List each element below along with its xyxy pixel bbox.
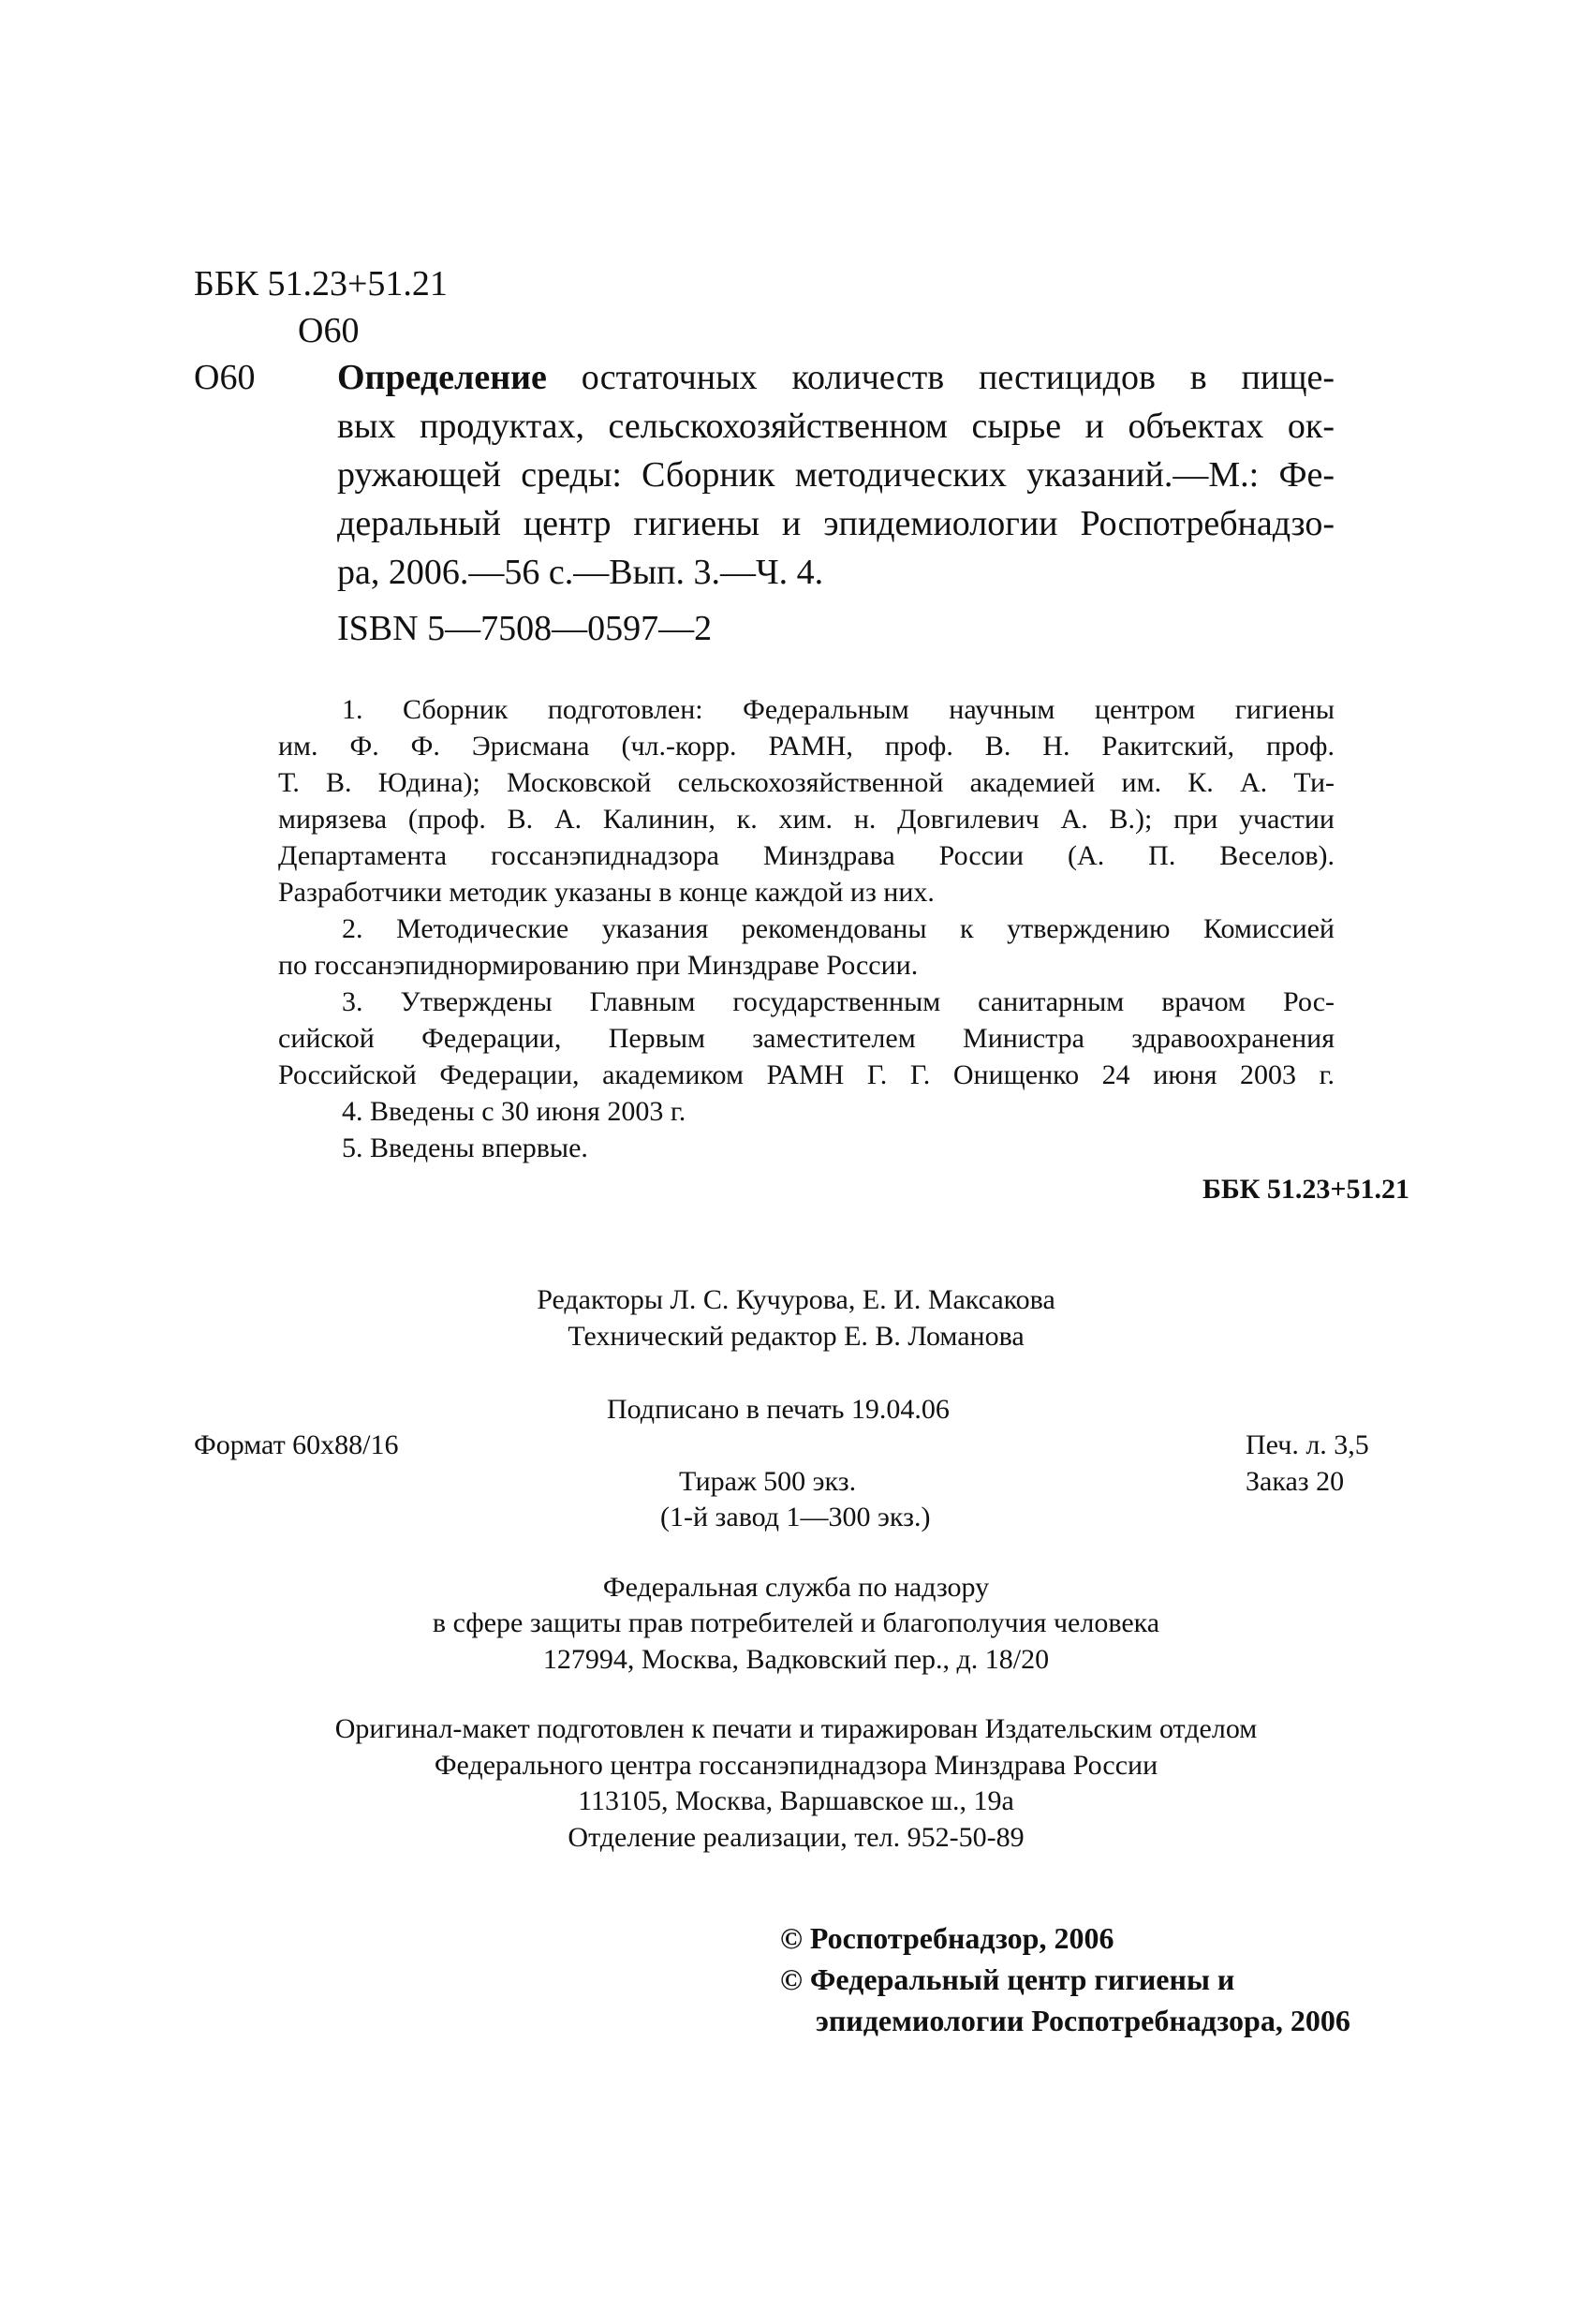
first-plant: (1-й завод 1—300 экз.)	[660, 1502, 931, 1532]
title-line-4: деральный центр гигиены и эпидемиологии Роспотребнадзо-	[337, 504, 1335, 543]
layout-note-line: 113105, Москва, Варшавское ш., 19а	[578, 1785, 1014, 1816]
bbk-bottom: ББК 51.23+51.21	[1202, 1174, 1409, 1205]
publisher-line: 127994, Москва, Вадковский пер., д. 18/20	[542, 1644, 1050, 1675]
note-2-line: по госсанэпиднормированию при Минздраве России.	[278, 950, 919, 981]
layout-note-line: Отделение реализации, тел. 952-50-89	[568, 1822, 1025, 1853]
note-3-line: Российской Федерации, академиком РАМН Г. Г. Онищенко 24 июня 2003 г.	[278, 1059, 1335, 1090]
bbk-code: ББК 51.23+51.21	[194, 264, 448, 303]
isbn: ISBN 5—7508—0597—2	[337, 609, 713, 648]
note-5: 5. Введены впервые.	[342, 1132, 588, 1163]
editors-line-2: Технический редактор Е. В. Ломанова	[568, 1321, 1025, 1352]
note-3-line: 3. Утверждены Главным государственным санитарным врачом Рос-	[342, 986, 1335, 1017]
layout-note-line: Оригинал-макет подготовлен к печати и тиражирован Издательским отделом	[334, 1713, 1258, 1744]
layout-note-line: Федерального центра госсанэпиднадзора Минздрава России	[434, 1750, 1158, 1781]
copyright-line-2: © Федеральный центр гигиены и	[780, 1962, 1235, 1996]
print-run: Тираж 500 экз.	[679, 1466, 857, 1497]
copyright-line-3: эпидемиологии Роспотребнадзора, 2006	[816, 2004, 1350, 2037]
author-index-left: О60	[194, 358, 256, 397]
format: Формат 60x88/16	[194, 1429, 399, 1460]
note-1-line: мирязева (проф. В. А. Калинин, к. хим. н. Довгилевич А. В.); при участии	[278, 804, 1335, 835]
note-1-line: им. Ф. Ф. Эрисмана (чл.-корр. РАМН, проф. В. Н. Ракитский, проф.	[278, 731, 1335, 762]
title-block	[337, 353, 1335, 597]
notes-block	[278, 691, 1335, 1166]
publisher-line: Федеральная служба по надзору	[602, 1572, 990, 1603]
publisher-line: в сфере защиты прав потребителей и благополучия человека	[432, 1607, 1160, 1638]
title-line-5: ра, 2006.—56 с.—Вып. 3.—Ч. 4.	[337, 553, 824, 592]
author-index-top: О60	[298, 311, 360, 350]
note-1-line: 1. Сборник подготовлен: Федеральным научным центром гигиены	[342, 694, 1335, 725]
signed-to-print: Подписано в печать 19.04.06	[607, 1394, 950, 1425]
editors-line-1: Редакторы Л. С. Кучурова, Е. И. Максакова	[537, 1284, 1055, 1315]
note-1-line: Департамента госсанэпиднадзора Минздрава России (А. П. Веселов).	[278, 840, 1335, 871]
note-1-line: Разработчики методик указаны в конце каждой из них.	[278, 877, 935, 908]
title-line-2: вых продуктах, сельскохозяйственном сырье и объектах ок-	[337, 407, 1335, 446]
printed-sheets: Печ. л. 3,5	[1246, 1429, 1369, 1460]
note-3-line: сийской Федерации, Первым заместителем Министра здравоохранения	[278, 1023, 1335, 1054]
copyright-line-1: © Роспотребнадзор, 2006	[780, 1921, 1114, 1955]
title-line-3: ружающей среды: Сборник методических указаний.—М.: Фе-	[337, 455, 1335, 495]
note-4: 4. Введены с 30 июня 2003 г.	[342, 1096, 686, 1127]
order-number: Заказ 20	[1246, 1466, 1345, 1497]
title-bold: Определение	[337, 358, 547, 397]
note-2-line: 2. Методические указания рекомендованы к утверждению Комиссией	[342, 913, 1335, 944]
note-1-line: Т. В. Юдина); Московской сельскохозяйственной академией им. К. А. Ти-	[278, 767, 1335, 798]
title-line-1: Определение остаточных количеств пестицидов в пище-	[337, 358, 1335, 397]
